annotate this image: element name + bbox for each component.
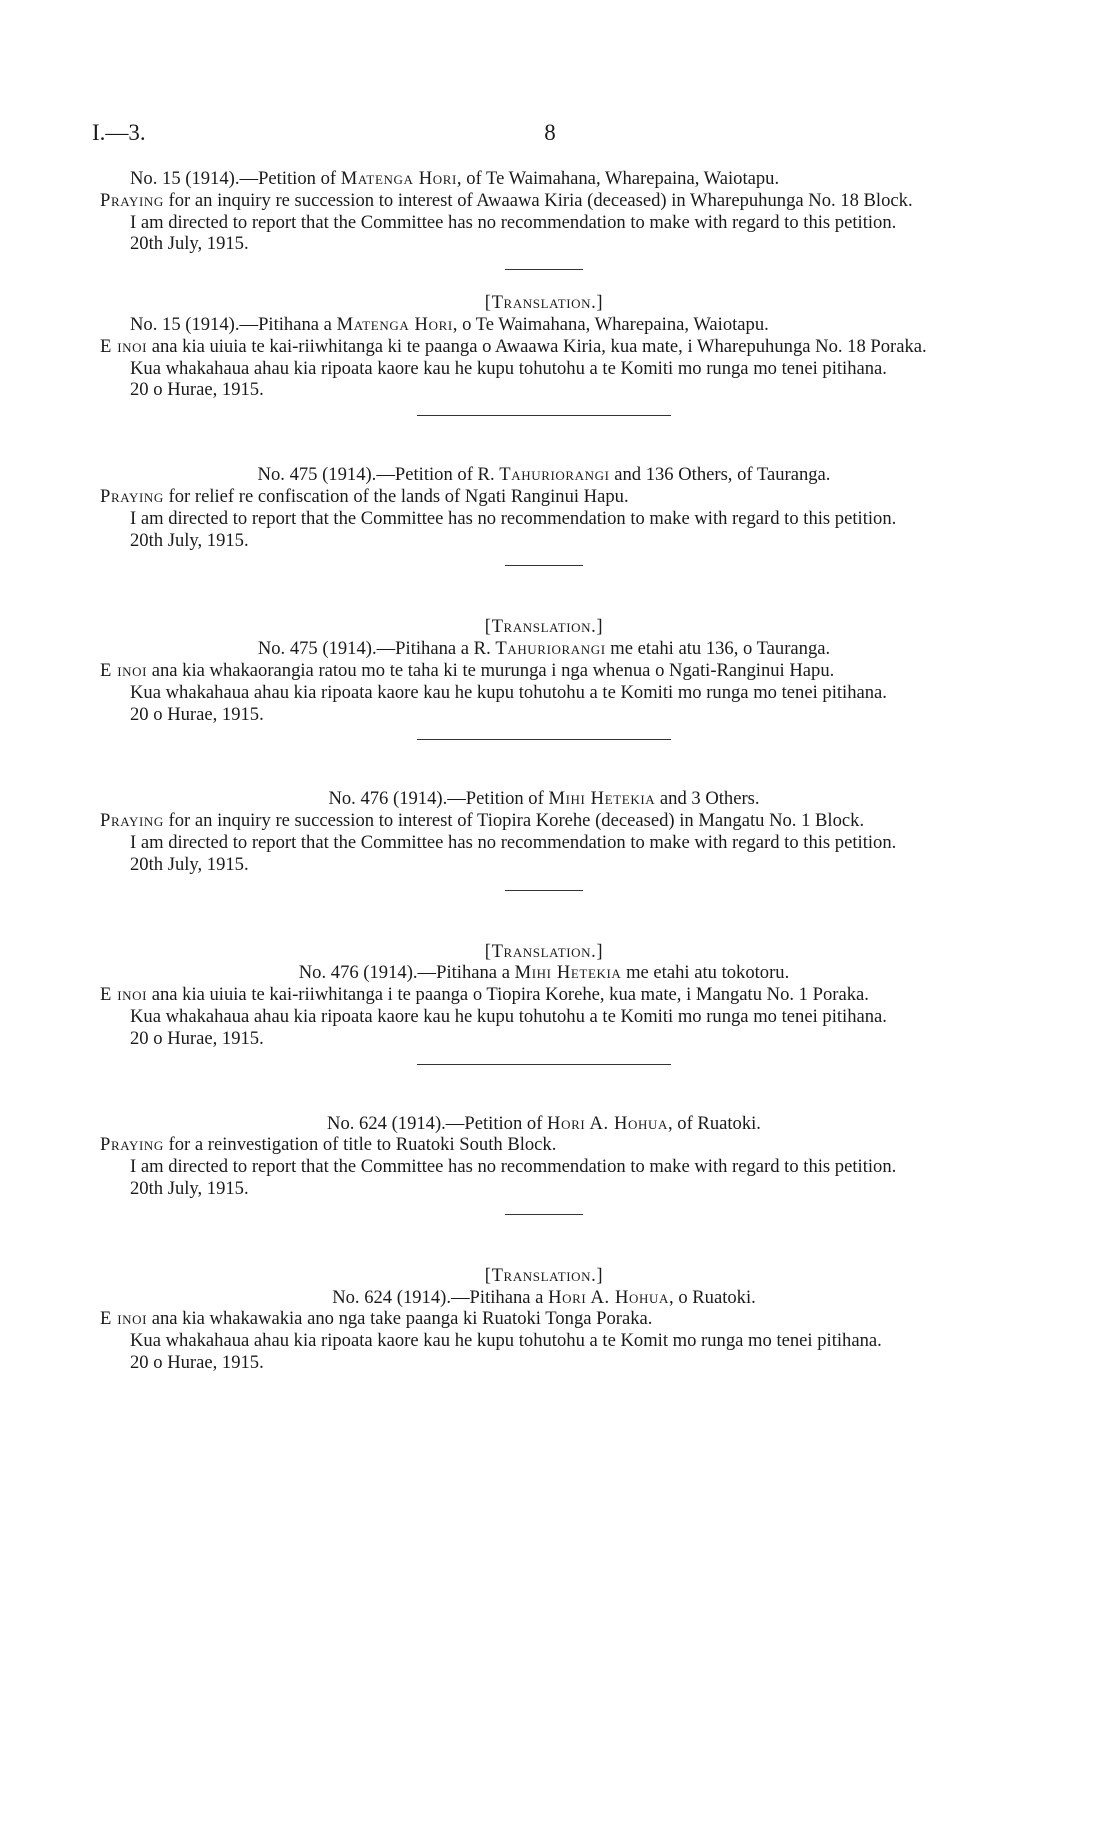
petitioner-name: Tahuriorangi	[495, 638, 606, 660]
petition-prayer: E inoi ana kia whakaorangia ratou mo te taha ki te murunga i nga whenua o Ngati-Ranginui Hapu.	[100, 659, 835, 681]
petition-section	[100, 1113, 988, 1200]
report-date: 20 o Hurae, 1915.	[130, 1027, 264, 1049]
petitioner-name: Tahuriorangi	[499, 464, 610, 486]
petition-section	[100, 788, 988, 875]
committee-report: I am directed to report that the Committee has no recommendation to make with regard to this petition.	[130, 1156, 897, 1178]
petition-title: No. 476 (1914).—Petition of Mihi Hetekia and 3 Others.	[328, 788, 760, 810]
petition-title: No. 475 (1914).—Petition of R. Tahuriorangi and 136 Others, of Tauranga.	[257, 464, 831, 486]
committee-report: Kua whakahaua ahau kia ripoata kaore kau he kupu tohutohu a te Komit mo runga mo tenei pitihana.	[130, 1330, 882, 1352]
translation-heading: [Translation.]	[484, 940, 604, 962]
document-reference: I.—3.	[92, 120, 146, 145]
report-date: 20th July, 1915.	[130, 1177, 249, 1199]
page-header	[0, 120, 1114, 154]
committee-report: I am directed to report that the Committee has no recommendation to make with regard to this petition.	[130, 211, 897, 233]
petition-title: No. 624 (1914).—Pitihana a Hori A. Hohua, o Ruatoki.	[332, 1286, 756, 1308]
petition-section	[100, 464, 988, 551]
petitioner-name: Matenga Hori	[336, 313, 453, 335]
page-number: 8	[544, 120, 556, 145]
committee-report: I am directed to report that the Committee has no recommendation to make with regard to this petition.	[130, 507, 897, 529]
report-date: 20th July, 1915.	[130, 233, 249, 255]
petitioner-name: Hori A. Hohua	[547, 1112, 668, 1134]
translation-heading: [Translation.]	[484, 292, 604, 314]
translation-section	[100, 292, 988, 401]
petition-section	[100, 168, 988, 255]
translation-heading: [Translation.]	[484, 616, 604, 638]
report-date: 20th July, 1915.	[130, 529, 249, 551]
petitioner-name: Hori A. Hohua	[548, 1286, 670, 1308]
petitioner-name: Mihi Hetekia	[548, 788, 656, 810]
report-date: 20th July, 1915.	[130, 853, 249, 875]
committee-report: I am directed to report that the Committee has no recommendation to make with regard to this petition.	[130, 831, 897, 853]
translation-heading: [Translation.]	[484, 1264, 604, 1286]
committee-report: Kua whakahaua ahau kia ripoata kaore kau he kupu tohutohu a te Komiti mo runga mo tenei pitihana.	[130, 681, 887, 703]
petition-prayer: Praying for relief re confiscation of the lands of Ngati Ranginui Hapu.	[100, 485, 629, 507]
petition-title: No. 15 (1914).—Petition of Matenga Hori, of Te Waimahana, Wharepaina, Waiotapu.	[130, 168, 780, 189]
petition-title: No. 624 (1914).—Petition of Hori A. Hohua, of Ruatoki.	[327, 1112, 761, 1134]
petition-title: No. 475 (1914).—Pitihana a R. Tahuriorangi me etahi atu 136, o Tauranga.	[257, 638, 831, 660]
petition-prayer: E inoi ana kia uiuia te kai-riiwhitanga ki te paanga o Awaawa Kiria, kua mate, i Wharepuhunga No. 18 Poraka.	[100, 335, 927, 357]
committee-report: Kua whakahaua ahau kia ripoata kaore kau he kupu tohutohu a te Komiti mo runga mo tenei pitihana.	[130, 357, 887, 379]
petition-prayer: Praying for an inquiry re succession to interest of Tiopira Korehe (deceased) in Mangatu No. 1 Block.	[100, 810, 865, 832]
petitioner-name: Matenga Hori	[340, 168, 457, 189]
report-date: 20 o Hurae, 1915.	[130, 703, 264, 725]
petition-prayer: Praying for an inquiry re succession to interest of Awaawa Kiria (deceased) in Wharepuhunga No. 18 Block.	[100, 189, 913, 211]
report-date: 20 o Hurae, 1915.	[130, 379, 264, 401]
report-date: 20 o Hurae, 1915.	[130, 1351, 264, 1373]
committee-report: Kua whakahaua ahau kia ripoata kaore kau he kupu tohutohu a te Komiti mo runga mo tenei pitihana.	[130, 1005, 887, 1027]
petition-title: No. 476 (1914).—Pitihana a Mihi Hetekia me etahi atu tokotoru.	[298, 962, 790, 984]
petitioner-name: Mihi Hetekia	[514, 962, 622, 984]
petition-title: No. 15 (1914).—Pitihana a Matenga Hori, o Te Waimahana, Wharepaina, Waiotapu.	[130, 313, 769, 335]
petition-prayer: Praying for a reinvestigation of title to Ruatoki South Block.	[100, 1134, 557, 1156]
translation-section	[100, 1265, 988, 1374]
translation-section	[100, 616, 988, 725]
petition-prayer: E inoi ana kia uiuia te kai-riiwhitanga i te paanga o Tiopira Korehe, kua mate, i Mangatu No. 1 Poraka.	[100, 984, 869, 1006]
page-body	[100, 168, 988, 1374]
translation-section	[100, 941, 988, 1050]
petition-prayer: E inoi ana kia whakawakia ano nga take paanga ki Ruatoki Tonga Poraka.	[100, 1308, 653, 1330]
